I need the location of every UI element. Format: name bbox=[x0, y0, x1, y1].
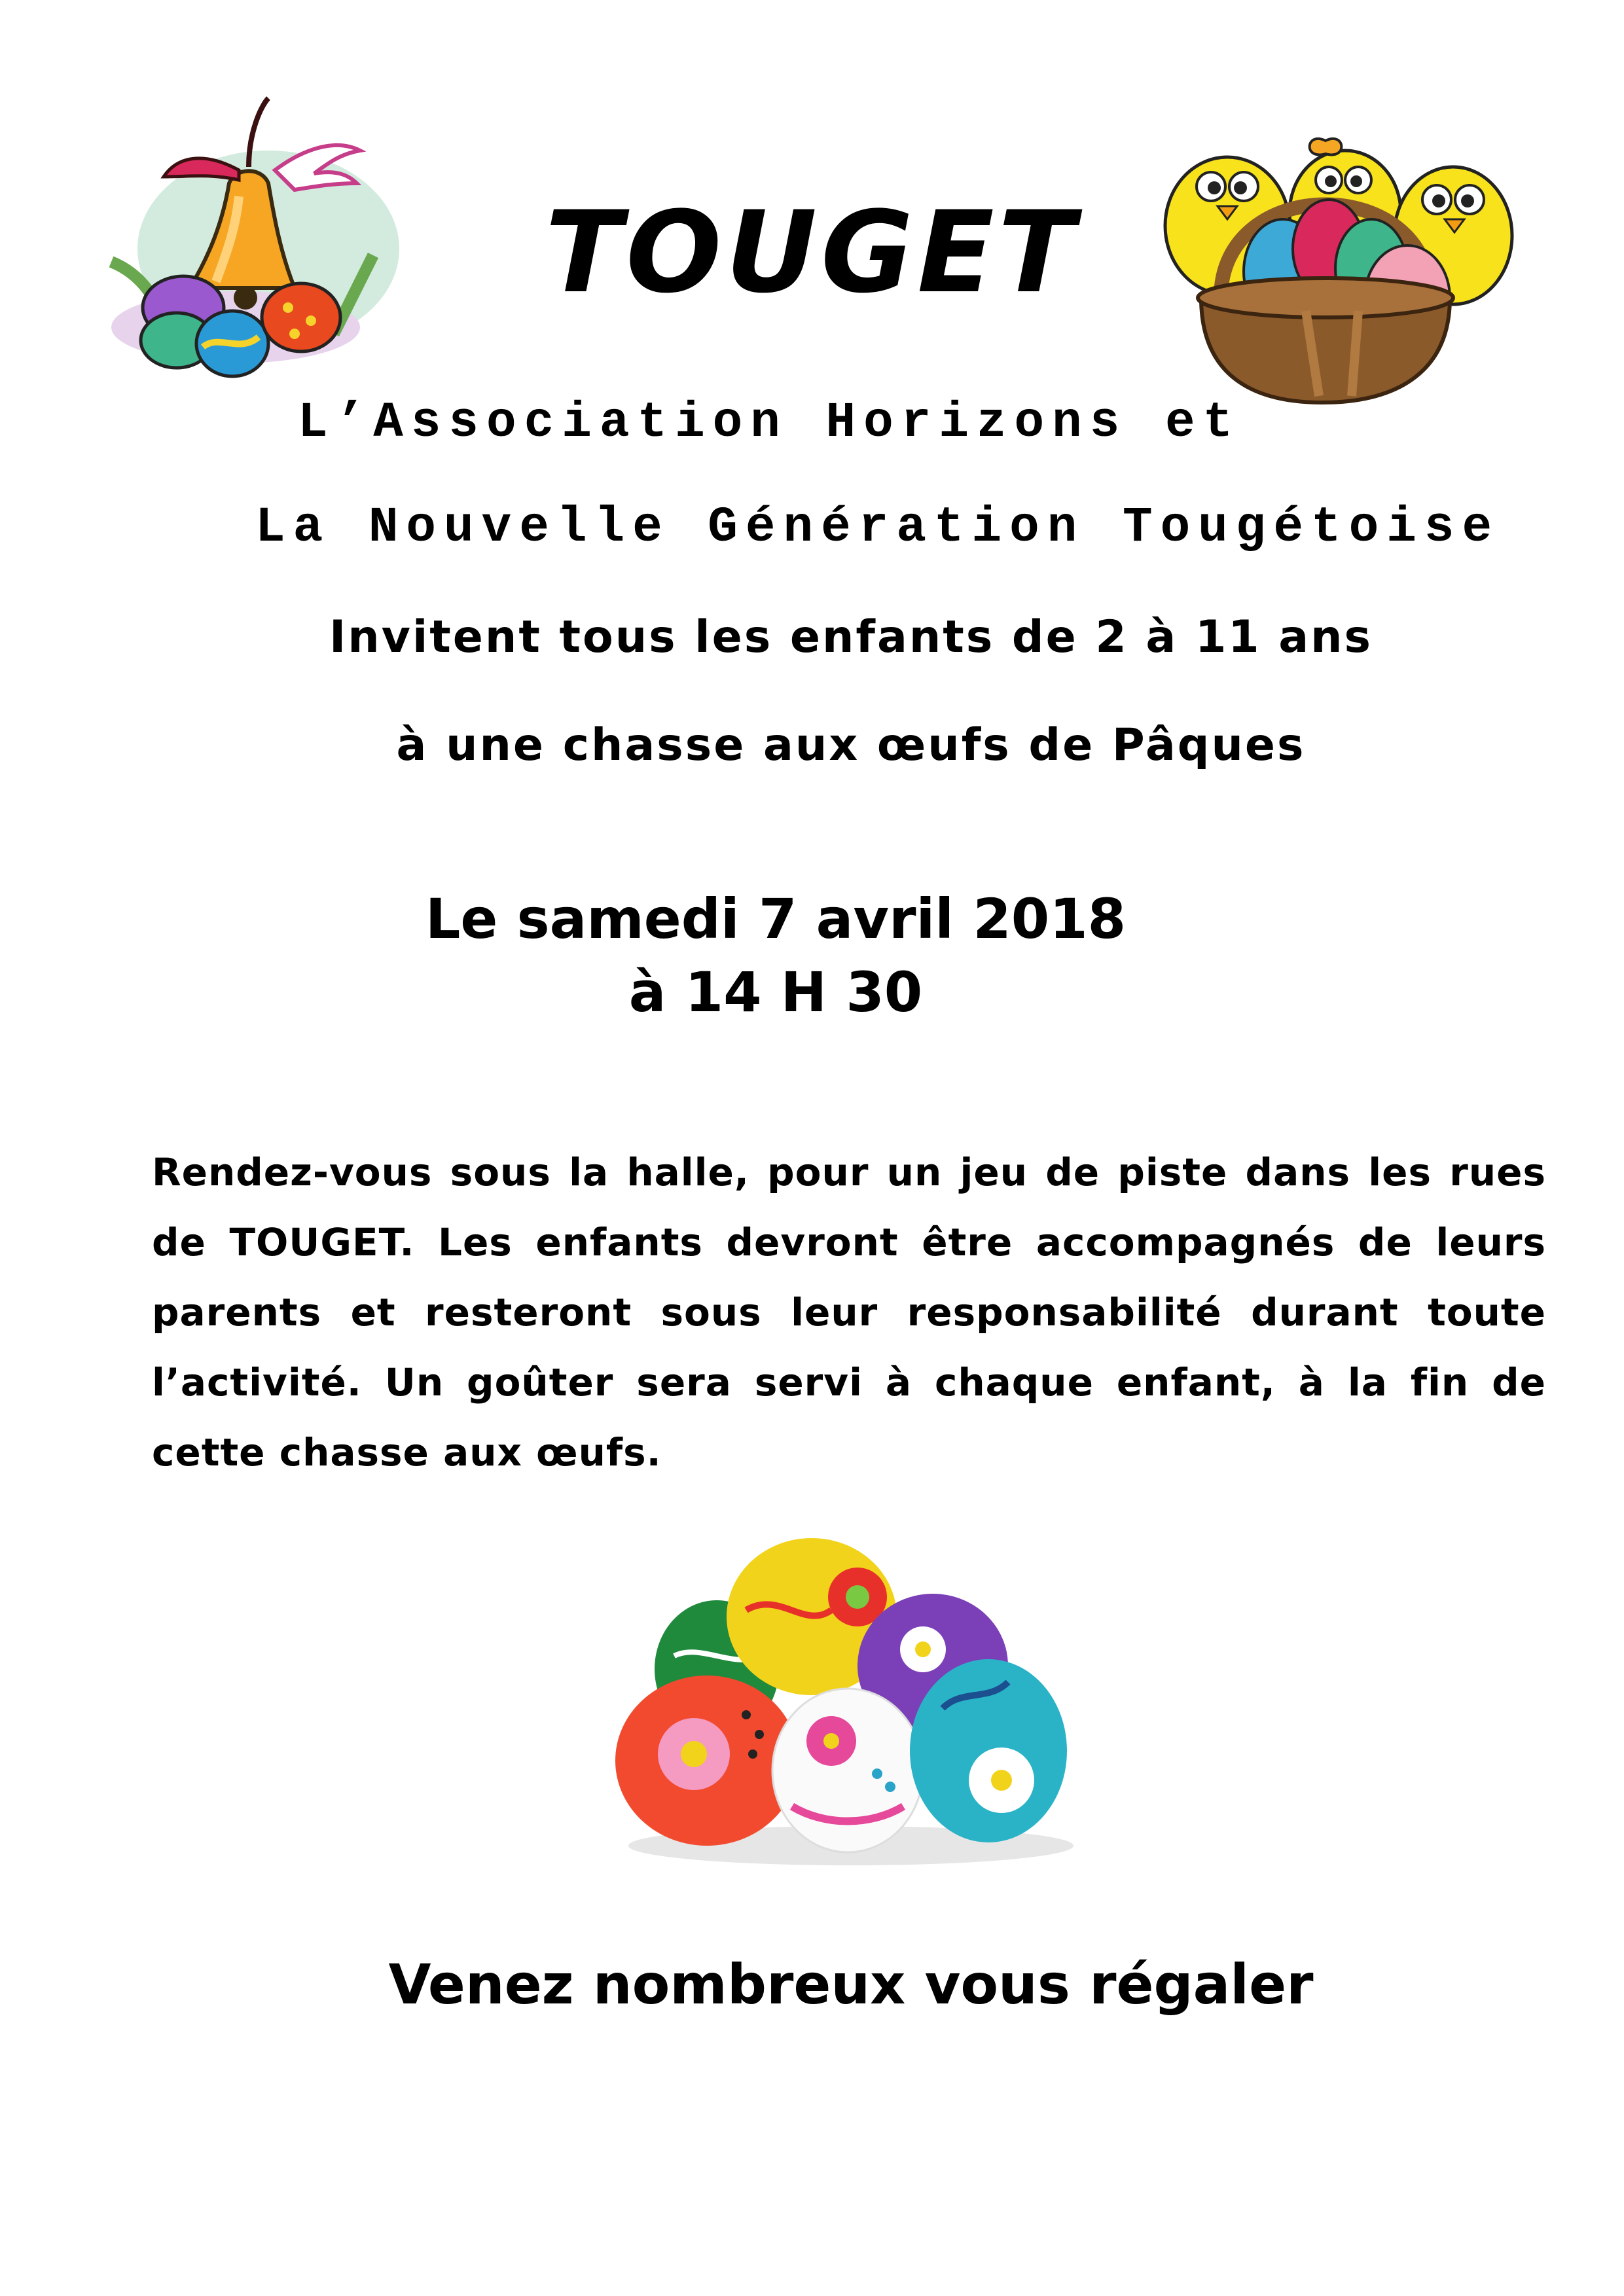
event-date-block bbox=[0, 882, 1551, 1029]
event-description: Rendez-vous sous la halle, pour un jeu de piste dans les rues de TOUGET. Les enfants devront être accompagnés de leurs parents et resteront sous leur responsabilité durant toute l’activité. Un goûter sera servi à chaque enfant, à la fin de cette chasse aux œufs. bbox=[152, 1150, 1546, 1475]
poster-title: TOUGET bbox=[545, 187, 1079, 318]
event-time: à 14 H 30 bbox=[628, 960, 923, 1024]
organizer-line-1: L’Association Horizons et bbox=[298, 395, 1241, 451]
organizer-line-2: La Nouvelle Génération Tougétoise bbox=[255, 499, 1500, 556]
invitation-line-2: à une chasse aux œufs de Pâques bbox=[396, 719, 1306, 771]
closing-slogan: Venez nombreux vous régaler bbox=[388, 1952, 1314, 2017]
event-day: Le samedi 7 avril 2018 bbox=[425, 887, 1127, 951]
invitation-line-1: Invitent tous les enfants de 2 à 11 ans bbox=[329, 611, 1373, 663]
painted-eggs-image bbox=[596, 1518, 1106, 1885]
